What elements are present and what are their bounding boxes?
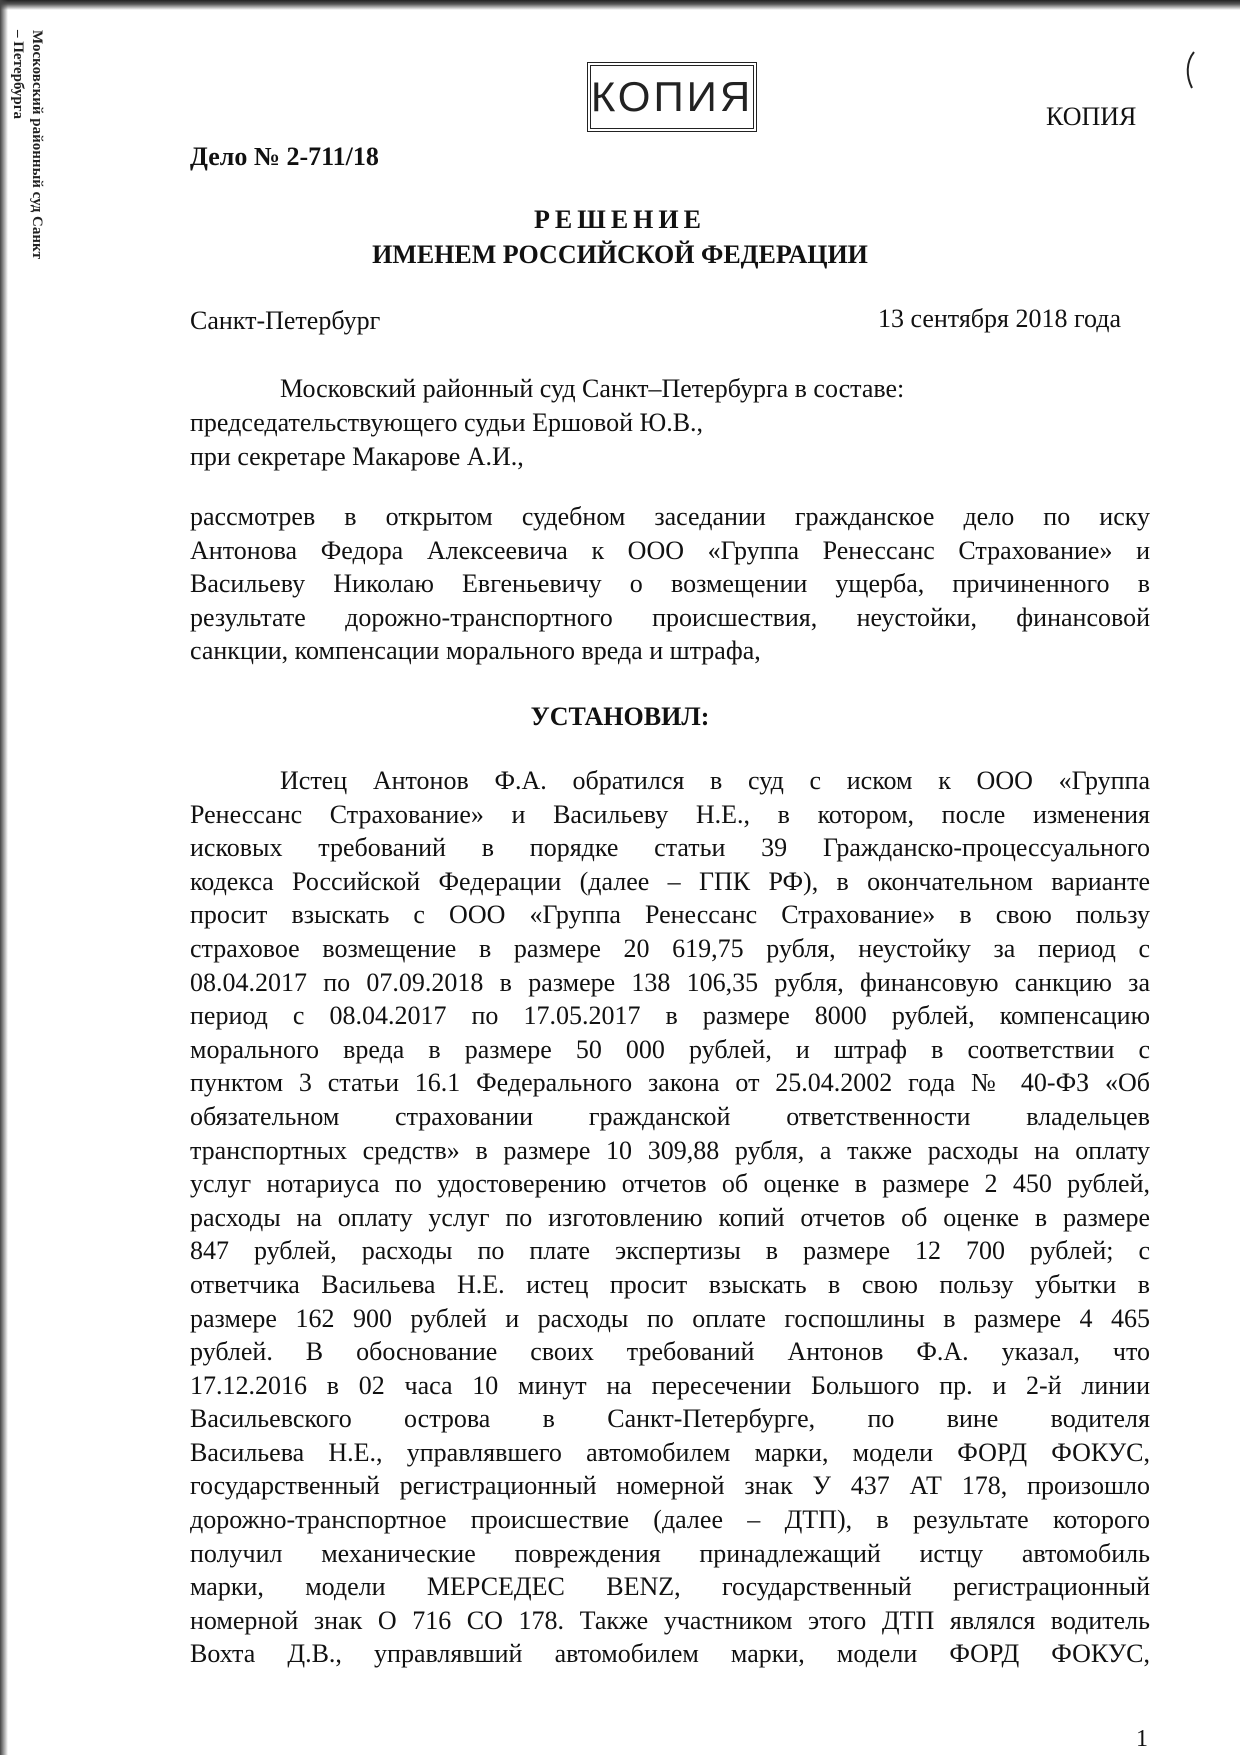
- handwritten-mark-icon: [1180, 50, 1200, 90]
- text-line: обязательном страховании гражданской ответственности владельцев: [190, 1101, 1150, 1131]
- text-line: Васильева Н.Е., управлявшего автомобилем марки, модели ФОРД ФОКУС,: [190, 1437, 1150, 1467]
- text-line: 17.12.2016 в 02 часа 10 минут на пересечении Большого пр. и 2-й линии: [190, 1370, 1150, 1400]
- scan-top-edge: [0, 0, 1240, 10]
- text-line: услуг нотариуса по удостоверению отчетов об оценке в размере 2 450 рублей,: [190, 1169, 1150, 1199]
- considered-paragraph: [190, 500, 1150, 668]
- city: Санкт-Петербург: [190, 306, 381, 335]
- court-composition: [190, 372, 1150, 474]
- page-number: 1: [1136, 1726, 1148, 1752]
- text-line: страховое возмещение в размере 20 619,75 рубля, неустойку за период с: [190, 933, 1150, 963]
- main-paragraph: [190, 764, 1150, 1671]
- text-line: 847 рублей, расходы по плате экспертизы в размере 12 700 рублей; с: [190, 1236, 1150, 1266]
- text-line: период с 08.04.2017 по 17.05.2017 в размере 8000 рублей, компенсацию: [190, 1001, 1150, 1031]
- text-line: расходы на оплату услуг по изготовлению копий отчетов об оценке в размере: [190, 1202, 1150, 1232]
- text-line: государственный регистрационный номерной знак У 437 АТ 178, произошло: [190, 1471, 1150, 1501]
- text-line: Антонова Федора Алексеевича к ООО «Группа Ренессанс Страхование» и: [190, 535, 1150, 565]
- document-title: РЕШЕНИЕ: [534, 205, 706, 234]
- text-line: Вохта Д.В., управлявший автомобилем марки, модели ФОРД ФОКУС,: [190, 1639, 1150, 1669]
- text-line: санкции, компенсации морального вреда и штрафа,: [190, 636, 761, 666]
- text-line: марки, модели МЕРСЕДЕС BENZ, государственный регистрационный: [190, 1572, 1150, 1602]
- text-line: транспортных средств» в размере 10 309,88 рубля, а также расходы на оплату: [190, 1135, 1150, 1165]
- established-heading: УСТАНОВИЛ:: [530, 702, 710, 731]
- text-line: Васильеву Николаю Евгеньевичу о возмещении ущерба, причиненного в: [190, 569, 1150, 599]
- text-line: 08.04.2017 по 07.09.2018 в размере 138 106,35 рубля, финансовую санкцию за: [190, 967, 1150, 997]
- composition-line: при секретаре Макарове А.И.,: [190, 442, 524, 471]
- decision-date: 13 сентября 2018 года: [878, 304, 1122, 333]
- text-line: рублей. В обоснование своих требований Антонов Ф.А. указал, что: [190, 1337, 1150, 1367]
- copy-stamp: КОПИЯ: [587, 62, 757, 132]
- text-line: Васильевского острова в Санкт-Петербурге, по вине водителя: [190, 1404, 1150, 1434]
- text-line: получил механические повреждения принадлежащий истцу автомобиль: [190, 1538, 1150, 1568]
- text-line: кодекса Российской Федерации (далее – ГПК РФ), в окончательном варианте: [190, 866, 1150, 896]
- text-line: дорожно-транспортное происшествие (далее – ДТП), в результате которого: [190, 1505, 1150, 1535]
- text-line: просит взыскать с ООО «Группа Ренессанс Страхование» в свою пользу: [190, 900, 1150, 930]
- case-number: Дело № 2-711/18: [190, 142, 379, 171]
- side-stamp-line-1: Московский районный суд: [29, 30, 45, 213]
- text-line: рассмотрев в открытом судебном заседании гражданское дело по иску: [190, 502, 1150, 531]
- document-subtitle: ИМЕНЕМ РОССИЙСКОЙ ФЕДЕРАЦИИ: [372, 240, 868, 269]
- text-line: ответчика Васильева Н.Е. истец просит взыскать в свою пользу убытки в: [190, 1269, 1150, 1299]
- copy-label: КОПИЯ: [1046, 102, 1137, 131]
- text-line: Истец Антонов Ф.А. обратился в суд с иском к ООО «Группа: [280, 766, 1150, 795]
- text-line: размере 162 900 рублей и расходы по оплате госпошлины в размере 4 465: [190, 1303, 1150, 1333]
- text-line: пунктом 3 статьи 16.1 Федерального закона от 25.04.2002 года № 40-ФЗ «Об: [190, 1068, 1150, 1098]
- text-line: морального вреда в размере 50 000 рублей, и штраф в соответствии с: [190, 1034, 1150, 1064]
- text-line: исковых требований в порядке статьи 39 Гражданско-процессуального: [190, 833, 1150, 863]
- text-line: Ренессанс Страхование» и Васильеву Н.Е., в котором, после изменения: [190, 799, 1150, 829]
- text-line: результате дорожно-транспортного происшествия, неустойки, финансовой: [190, 602, 1150, 632]
- composition-line: Московский районный суд Санкт–Петербурга в составе:: [280, 374, 905, 403]
- composition-line: председательствующего судьи Ершовой Ю.В.,: [190, 408, 704, 437]
- side-stamp-line-2: Санкт – Петербурга: [10, 30, 45, 260]
- text-line: номерной знак О 716 СО 178. Также участником этого ДТП являлся водитель: [190, 1605, 1150, 1635]
